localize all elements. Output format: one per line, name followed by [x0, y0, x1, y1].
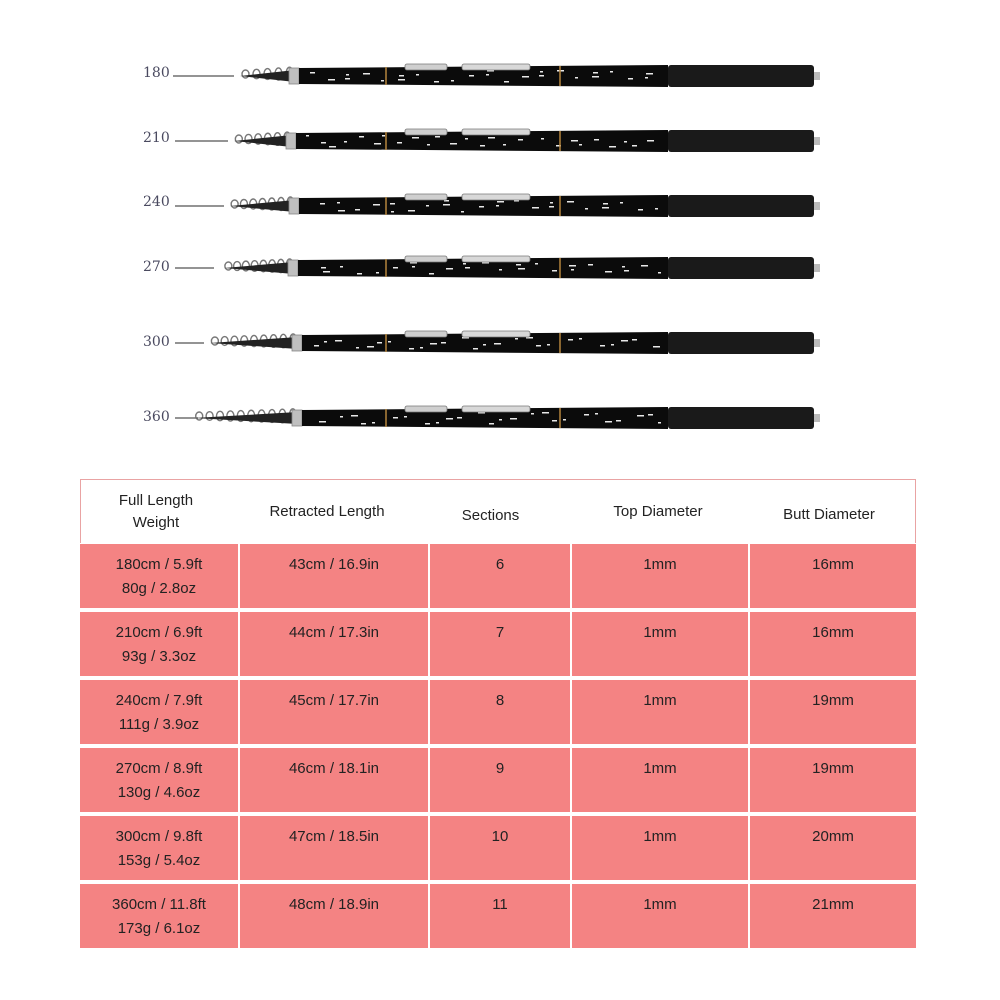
rod-speckle	[594, 139, 599, 141]
cell-weight: 173g / 6.1oz	[117, 920, 201, 937]
rod-speckle	[552, 420, 557, 422]
rod-speckle	[479, 206, 484, 208]
rod-speckle	[641, 265, 648, 267]
reel-seat-clip	[405, 194, 447, 200]
cell-weight: 93g / 3.3oz	[121, 648, 197, 665]
cell-retracted	[240, 680, 428, 744]
cell-sections-text: 8	[495, 692, 505, 709]
rod-speckle	[420, 347, 423, 349]
rod-speckle	[518, 268, 525, 270]
rod-speckle	[515, 338, 518, 340]
rod-speckle	[637, 415, 644, 417]
rod-speckle	[399, 75, 404, 77]
cell-full-length: 300cm / 9.8ft	[115, 828, 203, 845]
rod-speckle	[461, 211, 464, 213]
rod-speckle	[499, 269, 502, 271]
cell-butt-diameter	[750, 816, 916, 880]
rod-speckle	[632, 339, 637, 341]
reel-seat-clip	[462, 331, 530, 337]
rod-speckle	[605, 271, 612, 273]
cell-weight: 153g / 5.4oz	[117, 852, 201, 869]
rod-speckle	[579, 144, 582, 146]
rod-speckle	[638, 209, 643, 211]
rod-speckle	[441, 342, 446, 344]
cell-retracted	[240, 612, 428, 676]
rod-speckle	[593, 72, 598, 74]
rod-speckle	[446, 418, 453, 420]
rod-speckle	[381, 80, 384, 82]
reel-seat-clip	[462, 64, 530, 70]
rod-ferrule	[288, 260, 298, 276]
guide-ring	[225, 262, 232, 270]
rod-speckle	[486, 74, 489, 76]
rod-speckle	[540, 71, 543, 73]
rod-speckle	[473, 348, 478, 350]
rod-speckle	[416, 74, 419, 76]
cell-retracted-text: 45cm / 17.7in	[288, 692, 380, 709]
rod-speckle	[329, 146, 336, 148]
rod-speckle	[602, 207, 609, 209]
rod-speckle	[328, 79, 335, 81]
rod-speckle	[616, 420, 621, 422]
rod-length-label: 300	[143, 334, 170, 350]
cell-butt-text: 20mm	[812, 828, 854, 845]
rod-speckle	[382, 135, 385, 137]
cell-full-length-weight	[80, 544, 238, 608]
rod-speckle	[344, 141, 347, 143]
rod-speckle	[457, 417, 462, 419]
rod-speckle	[595, 413, 598, 415]
header-sections: Sections	[461, 506, 520, 524]
cell-retracted	[240, 544, 428, 608]
rod-grip	[668, 65, 814, 87]
rod-speckle	[542, 412, 549, 414]
rod-speckle	[374, 143, 381, 145]
cell-retracted-text: 43cm / 16.9in	[288, 556, 380, 573]
cell-butt-text: 21mm	[812, 896, 854, 913]
rod-speckle	[398, 79, 405, 81]
rod-speckle	[541, 138, 544, 140]
rod-speckle	[658, 272, 661, 274]
cell-sections	[430, 544, 570, 608]
rod-speckle	[436, 422, 439, 424]
rod-grip	[668, 257, 814, 279]
rod-speckle	[646, 73, 653, 75]
rod-speckle	[351, 415, 358, 417]
rod-speckle	[516, 264, 521, 266]
rod-speckle	[571, 140, 578, 142]
rod-speckle	[585, 208, 588, 210]
rod-speckle	[469, 75, 474, 77]
cell-retracted	[240, 748, 428, 812]
rod-speckle	[391, 211, 394, 213]
rod-butt-cap	[814, 202, 820, 210]
rod-speckle	[340, 416, 343, 418]
table-row	[80, 680, 916, 744]
rod-length-label: 180	[143, 65, 170, 81]
cell-full-length-weight	[80, 816, 238, 880]
rod-tip	[194, 412, 298, 424]
rod-ferrule	[286, 133, 296, 149]
cell-top-text: 1mm	[643, 624, 677, 641]
rod-speckle	[310, 72, 315, 74]
rod-speckle	[648, 414, 653, 416]
rod-speckle	[600, 345, 605, 347]
rod-speckle	[510, 418, 517, 420]
rod-grip	[668, 195, 814, 217]
table-row	[80, 612, 916, 676]
rod-speckle	[356, 347, 359, 349]
rod-speckle	[321, 142, 326, 144]
rod-speckle	[451, 80, 454, 82]
rod-speckle	[465, 267, 470, 269]
rod-speckle	[567, 201, 574, 203]
rod-speckle	[622, 266, 625, 268]
cell-butt-diameter	[750, 612, 916, 676]
rod-butt-cap	[814, 72, 820, 80]
cell-full-length: 360cm / 11.8ft	[112, 896, 206, 913]
rod-speckle	[628, 78, 633, 80]
rod-speckle	[372, 422, 375, 424]
cell-sections	[430, 748, 570, 812]
rod-lineup-image	[0, 0, 1000, 470]
reel-seat-clip	[405, 406, 447, 412]
cell-sections	[430, 612, 570, 676]
rod-speckle	[568, 339, 573, 341]
rod-speckle	[611, 344, 614, 346]
cell-full-length: 210cm / 6.9ft	[115, 624, 203, 641]
reel-seat-clip	[405, 129, 447, 135]
rod-speckle	[571, 269, 574, 271]
rod-speckle	[610, 71, 613, 73]
cell-top-diameter	[572, 884, 748, 948]
rod-speckle	[624, 270, 629, 272]
rod-speckle	[549, 206, 554, 208]
cell-retracted-text: 48cm / 18.9in	[288, 896, 380, 913]
rod-butt-cap	[814, 339, 820, 347]
rod-speckle	[463, 263, 466, 265]
rod-speckle	[535, 263, 538, 265]
table-row	[80, 748, 916, 812]
rod-speckle	[658, 422, 661, 424]
cell-top-text: 1mm	[643, 760, 677, 777]
rod-length-label: 240	[143, 194, 170, 210]
rod-speckle	[539, 75, 544, 77]
cell-butt-diameter	[750, 680, 916, 744]
cell-butt-text: 16mm	[812, 556, 854, 573]
rod-speckle	[584, 414, 589, 416]
rod-ferrule	[292, 335, 302, 351]
cell-top-diameter	[572, 544, 748, 608]
rod-butt-cap	[814, 414, 820, 422]
rod-speckle	[357, 273, 362, 275]
cell-butt-text: 16mm	[812, 624, 854, 641]
rod-tip	[234, 135, 292, 147]
rod-speckle	[429, 273, 434, 275]
rod-ferrule	[289, 198, 299, 214]
rod-speckle	[450, 143, 457, 145]
rod-speckle	[446, 268, 453, 270]
rod-speckle	[376, 272, 379, 274]
cell-retracted-text: 44cm / 17.3in	[288, 624, 380, 641]
rod-speckle	[647, 140, 654, 142]
spec-table	[80, 479, 916, 949]
rod-speckle	[359, 136, 364, 138]
rod-speckle	[579, 338, 582, 340]
cell-retracted-text: 47cm / 18.5in	[288, 828, 380, 845]
reel-seat-clip	[405, 64, 447, 70]
cell-top-diameter	[572, 680, 748, 744]
rod-speckle	[489, 423, 494, 425]
table-row	[80, 544, 916, 608]
rod-speckle	[319, 421, 326, 423]
cell-retracted	[240, 884, 428, 948]
cell-sections-text: 9	[495, 760, 505, 777]
guide-ring	[196, 412, 203, 420]
rod-speckle	[345, 78, 350, 80]
rod-speckle	[361, 423, 366, 425]
rod-butt-cap	[814, 264, 820, 272]
rod-speckle	[569, 265, 576, 267]
rod-speckle	[483, 344, 486, 346]
rod-speckle	[388, 341, 391, 343]
rod-speckle	[409, 348, 414, 350]
rod-speckle	[443, 204, 450, 206]
rod-speckle	[494, 343, 501, 345]
table-row	[80, 884, 916, 948]
reel-seat-clip	[405, 256, 447, 262]
rod-speckle	[620, 202, 623, 204]
rod-speckle	[377, 342, 382, 344]
rod-speckle	[645, 77, 648, 79]
reel-seat-clip	[462, 256, 530, 262]
rod-speckle	[427, 144, 430, 146]
rod-speckle	[321, 267, 326, 269]
cell-butt-diameter	[750, 748, 916, 812]
table-header	[80, 479, 916, 543]
cell-full-length-weight	[80, 884, 238, 948]
cell-weight: 111g / 3.9oz	[118, 716, 200, 733]
rod-speckle	[480, 145, 485, 147]
header-full-length-weight: Full Length Weight	[118, 491, 194, 531]
guide-ring	[206, 412, 213, 421]
rod-speckle	[497, 201, 504, 203]
table-row	[80, 816, 916, 880]
cell-butt-diameter	[750, 884, 916, 948]
cell-top-text: 1mm	[643, 896, 677, 913]
rod-speckle	[522, 76, 529, 78]
cell-full-length: 240cm / 7.9ft	[115, 692, 203, 709]
rod-speckle	[605, 421, 612, 423]
cell-sections-text: 10	[491, 828, 509, 845]
rod-speckle	[430, 343, 437, 345]
cell-top-text: 1mm	[643, 556, 677, 573]
cell-weight: 130g / 4.6oz	[117, 784, 201, 801]
cell-sections-text: 11	[492, 896, 508, 913]
cell-sections	[430, 884, 570, 948]
rod-speckle	[412, 137, 419, 139]
rod-speckle	[435, 136, 440, 138]
rod-length-label: 270	[143, 259, 170, 275]
rod-speckle	[552, 270, 557, 272]
cell-sections	[430, 680, 570, 744]
rod-speckle	[653, 346, 660, 348]
rod-grip	[668, 332, 814, 354]
rod-length-label: 360	[143, 409, 170, 425]
header-retracted-length: Retracted Length	[269, 502, 385, 520]
rod-length-label: 210	[143, 130, 170, 146]
rod-speckle	[373, 204, 380, 206]
rod-speckle	[575, 77, 578, 79]
rod-speckle	[324, 341, 327, 343]
rod-speckle	[367, 346, 374, 348]
guide-ring	[211, 337, 218, 345]
cell-butt-text: 19mm	[812, 760, 854, 777]
cell-butt-diameter	[750, 544, 916, 608]
guide-ring	[231, 200, 238, 208]
cell-full-length: 270cm / 8.9ft	[115, 760, 203, 777]
rod-speckle	[563, 419, 566, 421]
rod-speckle	[390, 203, 395, 205]
reel-seat-clip	[462, 129, 530, 135]
rod-speckle	[488, 137, 495, 139]
rod-speckle	[531, 413, 534, 415]
rod-speckle	[465, 138, 468, 140]
rod-speckle	[404, 416, 407, 418]
rod-speckle	[338, 210, 345, 212]
rod-speckle	[609, 146, 616, 148]
rod-speckle	[547, 344, 550, 346]
rod-speckle	[397, 142, 402, 144]
rod-speckle	[335, 340, 342, 342]
rod-speckle	[588, 264, 593, 266]
rod-speckle	[363, 73, 370, 75]
rod-speckle	[355, 209, 360, 211]
rod-speckle	[632, 145, 637, 147]
rod-ferrule	[289, 68, 299, 84]
rod-speckle	[393, 267, 398, 269]
rod-speckle	[320, 203, 325, 205]
rod-speckle	[532, 207, 539, 209]
cell-sections-text: 6	[495, 556, 505, 573]
rod-grip	[668, 130, 814, 152]
cell-sections-text: 7	[495, 624, 505, 641]
rod-speckle	[337, 202, 340, 204]
cell-top-diameter	[572, 748, 748, 812]
rod-speckle	[518, 139, 523, 141]
cell-top-text: 1mm	[643, 692, 677, 709]
rod-butt-cap	[814, 137, 820, 145]
rod-speckle	[655, 208, 658, 210]
rod-speckle	[592, 76, 599, 78]
rod-ferrule	[292, 410, 302, 426]
reel-seat-clip	[462, 406, 530, 412]
reel-seat-clip	[405, 331, 447, 337]
cell-top-diameter	[572, 612, 748, 676]
cell-top-diameter	[572, 816, 748, 880]
rod-speckle	[624, 141, 627, 143]
rod-speckle	[603, 203, 608, 205]
header-butt-diameter: Butt Diameter	[783, 505, 875, 523]
rod-speckle	[408, 210, 415, 212]
cell-retracted-text: 46cm / 18.1in	[288, 760, 380, 777]
rod-speckle	[499, 419, 502, 421]
rod-speckle	[425, 423, 430, 425]
rod-speckle	[504, 81, 509, 83]
header-top-diameter: Top Diameter	[613, 502, 703, 520]
cell-full-length-weight	[80, 748, 238, 812]
cell-full-length: 180cm / 5.9ft	[115, 556, 203, 573]
cell-full-length-weight	[80, 680, 238, 744]
rod-speckle	[536, 345, 541, 347]
cell-top-text: 1mm	[643, 828, 677, 845]
rod-speckle	[346, 74, 349, 76]
cell-weight: 80g / 2.8oz	[121, 580, 197, 597]
rod-speckle	[550, 202, 553, 204]
rod-speckle	[314, 345, 319, 347]
rod-speckle	[621, 340, 628, 342]
rod-speckle	[340, 266, 343, 268]
guide-ring	[235, 135, 242, 143]
rod-speckle	[503, 144, 506, 146]
rod-speckle	[306, 135, 309, 137]
rod-speckle	[426, 205, 429, 207]
rod-speckle	[496, 205, 499, 207]
cell-retracted	[240, 816, 428, 880]
cell-butt-text: 19mm	[812, 692, 854, 709]
rod-speckle	[323, 271, 330, 273]
rod-speckle	[434, 81, 439, 83]
cell-sections	[430, 816, 570, 880]
rod-speckle	[393, 417, 398, 419]
rod-grip	[668, 407, 814, 429]
reel-seat-clip	[462, 194, 530, 200]
cell-full-length-weight	[80, 612, 238, 676]
rod-speckle	[412, 266, 415, 268]
